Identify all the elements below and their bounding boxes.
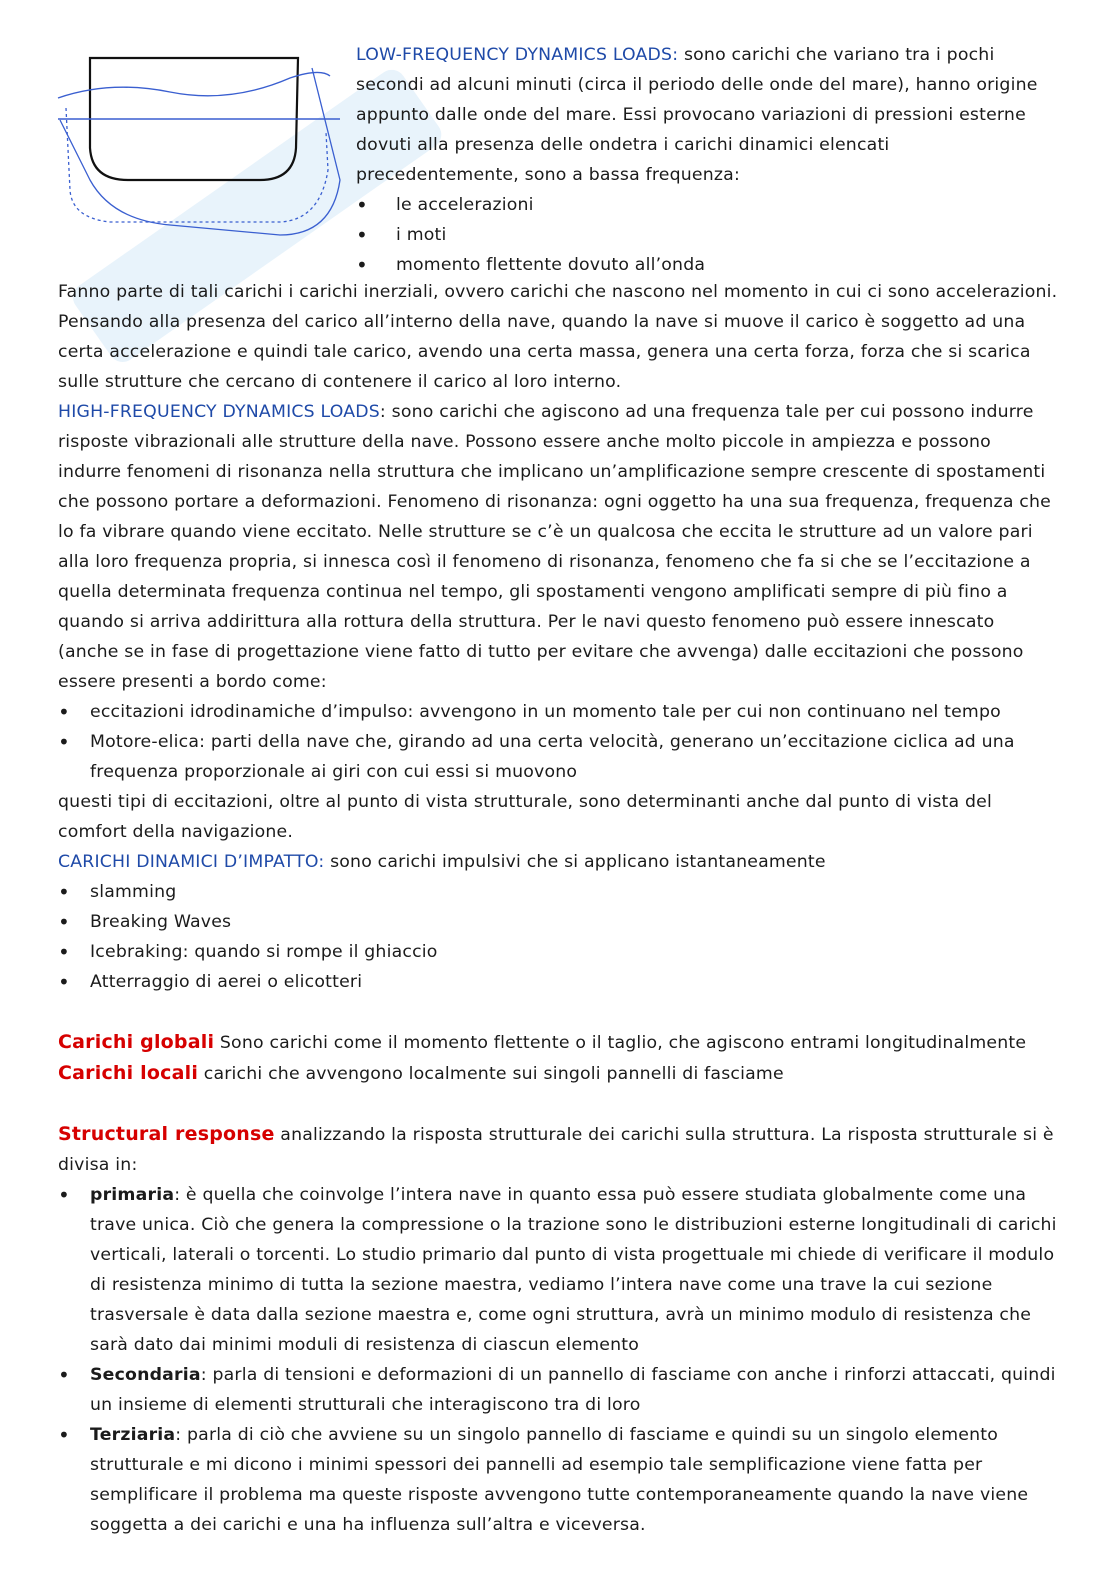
response-text: : parla di tensioni e deformazioni di un pannello di fasciame con anche i rinforzi attaccati, quindi un insieme di elementi strutturali che interagiscono tra di loro [90,1365,1056,1415]
structural-response-paragraph [58,1119,1058,1180]
low-frequency-list [356,190,1056,280]
local-loads-title: Carichi locali [58,1062,199,1084]
structural-response-text: analizzando la risposta strutturale dei carichi sulla struttura. La risposta strutturale si è divisa in: [58,1125,1054,1175]
response-text: : parla di ciò che avviene su un singolo pannello di fasciame e quindi su un singolo elemento strutturale e mi dicono i minimi spessori dei pannelli ad esempio tale semplificazione viene fatta per semplificare il problema ma queste risposte avvengono tutte contemporaneamente quando la nave viene soggetta a dei carichi e una ha influenza sull’altra e viceversa. [90,1425,1029,1535]
local-loads-text: carichi che avvengono localmente sui singoli pannelli di fasciame [198,1064,784,1084]
list-item: • i moti [356,220,1056,250]
wave-profile [58,72,330,98]
global-loads-title: Carichi globali [58,1031,215,1053]
list-item [58,1360,1058,1420]
structural-response-list [58,1180,1058,1540]
high-frequency-text: : sono carichi che agiscono ad una frequenza tale per cui possono indurre risposte vibrazionali alle strutture della nave. Possono essere anche molto piccole in ampiezza e possono indurre fenomeni di risonanza nella struttura che implicano un’amplificazione sempre crescente di spostamenti che possono portare a deformazioni. Fenomeno di risonanza: ogni oggetto ha una sua frequenza, frequenza che lo fa vibrare quando viene eccitato. Nelle strutture se c’è un qualcosa che eccita le strutture ad un valore pari alla loro frequenza propria, si innesca così il fenomeno di risonanza, fenomeno che fa si che se l’eccitazione a quella determinata frequenza continua nel tempo, gli spostamenti vengono amplificati sempre di più fino a quando si arriva addirittura alla rottura della struttura. Per le navi questo fenomeno può essere innescato (anche se in fase di progettazione viene fatto di tutto per evitare che avvenga) dalle eccitazioni che possono essere presenti a bordo come: [58,402,1051,692]
impact-paragraph [58,847,1058,877]
response-term: primaria [90,1185,175,1205]
response-term: Secondaria [90,1365,201,1385]
local-loads-paragraph [58,1058,1058,1089]
structural-response-title: Structural response [58,1123,275,1145]
high-frequency-paragraph [58,397,1058,697]
low-frequency-text: sono carichi che variano tra i pochi secondi ad alcuni minuti (circa il periodo delle onde del mare), hanno origine appunto dalle onde del mare. Essi provocano variazioni di pressioni esterne dovuti alla presenza delle ondetra i carichi dinamici elencati precedentemente, sono a bassa frequenza: [356,45,1038,185]
spacer [58,1089,1058,1119]
impact-list [58,877,1058,997]
impact-text: sono carichi impulsivi che si applicano istantaneamente [324,852,826,872]
list-item: • momento flettente dovuto all’onda [356,250,1056,280]
response-term: Terziaria [90,1425,176,1445]
low-frequency-title: LOW-FREQUENCY DYNAMICS LOADS: [356,45,679,65]
low-frequency-paragraph [356,40,1056,190]
response-text: : è quella che coinvolge l’intera nave in quanto essa può essere studiata globalmente come una trave unica. Ciò che genera la compressione o la trazione sono le distribuzioni esterne longitudinali di carichi verticali, laterali o torcenti. Lo studio primario dal punto di vista progettuale mi chiede di verificare il modulo di resistenza minimo di tutta la sezione maestra, vediamo l’intera nave come una trave la cui sezione trasversale è data dalla sezione maestra e, come ogni struttura, avrà un minimo modulo di resistenza che sarà dato dai minimi moduli di resistenza di ciascun elemento [90,1185,1057,1355]
impact-title: CARICHI DINAMICI D’IMPATTO: [58,852,325,872]
inertial-loads-paragraph: Fanno parte di tali carichi i carichi inerziali, ovvero carichi che nascono nel momento in cui ci sono accelerazioni. Pensando alla presenza del carico all’interno della nave, quando la nave si muove il carico è soggetto ad una certa accelerazione e quindi tale carico, avendo una certa massa, genera una certa forza, forza che si scarica sulle strutture che cercano di contenere il carico al loro interno. [58,282,1058,392]
list-item [58,1420,1058,1540]
list-item: • Breaking Waves [58,907,1058,937]
list-item: • le accelerazioni [356,190,1056,220]
list-item: • slamming [58,877,1058,907]
list-item: • Icebraking: quando si rompe il ghiaccio [58,937,1058,967]
spacer [58,997,1058,1027]
list-item: • Atterraggio di aerei o elicotteri [58,967,1058,997]
comfort-paragraph: questi tipi di eccitazioni, oltre al punto di vista strutturale, sono determinanti anche dal punto di vista del comfort della navigazione. [58,792,992,842]
ship-section-diagram [50,40,350,250]
high-frequency-title: HIGH-FREQUENCY DYNAMICS LOADS [58,402,380,422]
list-item [58,1180,1058,1360]
global-loads-text: Sono carichi come il momento flettente o il taglio, che agiscono entrami longitudinalmente [214,1033,1027,1053]
high-frequency-list [58,697,1058,787]
global-loads-paragraph [58,1027,1058,1058]
list-item: • eccitazioni idrodinamiche d’impulso: avvengono in un momento tale per cui non continuano nel tempo [58,697,1058,727]
low-frequency-section [356,40,1056,280]
displaced-hull-dashed [66,108,328,222]
main-text [58,277,1058,1540]
list-item: • Motore-elica: parti della nave che, girando ad una certa velocità, generano un’eccitazione ciclica ad una frequenza proporzionale ai giri con cui essi si muovono [58,727,1058,787]
